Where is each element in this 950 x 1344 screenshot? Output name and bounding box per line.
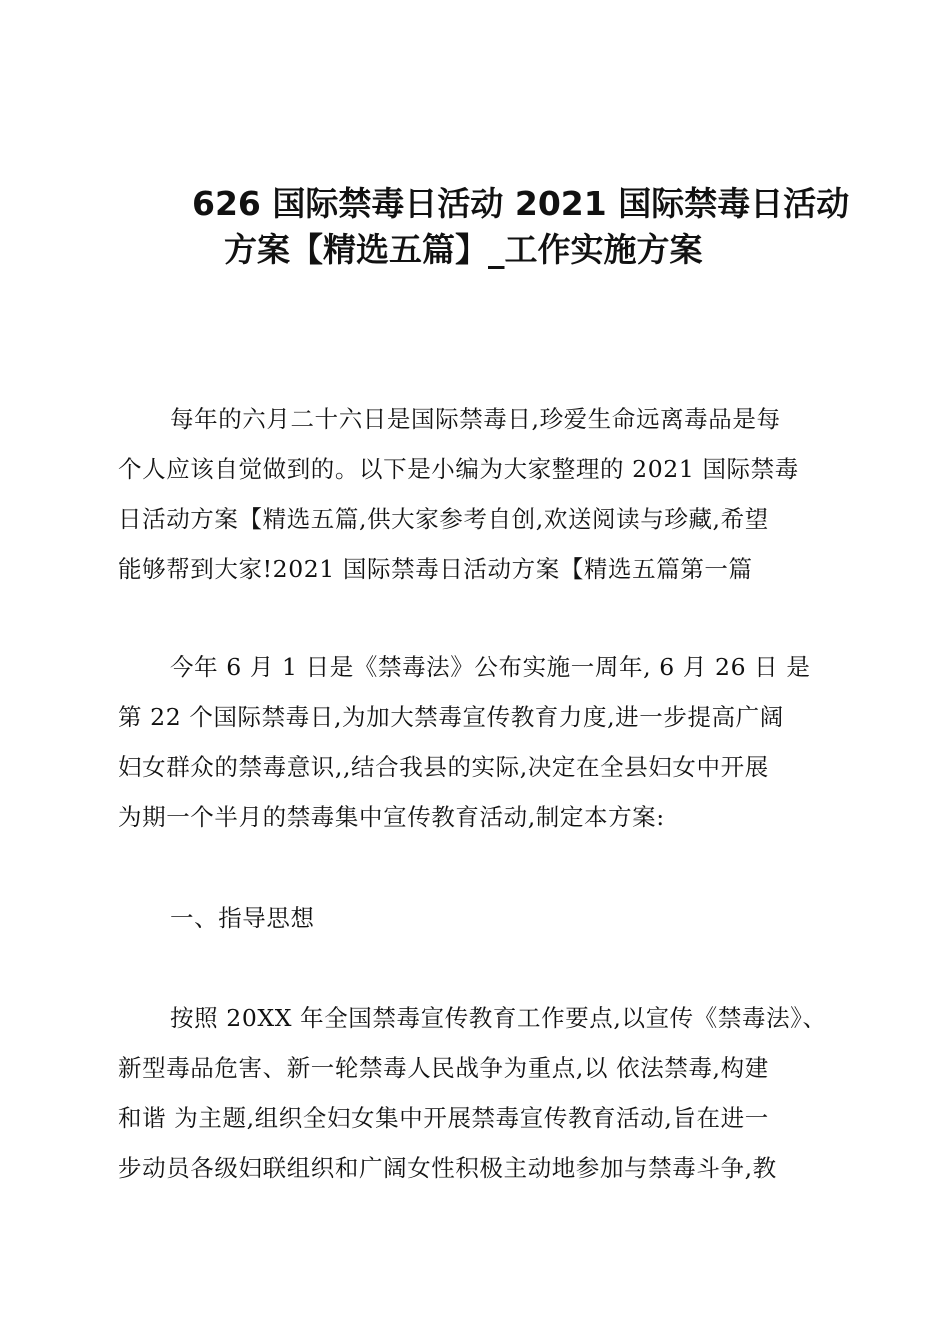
paragraph-2-line-1: 今年 6 月 1 日是《禁毒法》公布实施一周年, 6 月 26 日 是	[170, 653, 811, 681]
paragraph-4-line-1: 按照 20XX 年全国禁毒宣传教育工作要点,以宣传《禁毒法》、	[170, 1004, 827, 1032]
paragraph-2-line-4: 为期一个半月的禁毒集中宣传教育活动,制定本方案:	[118, 803, 665, 831]
paragraph-1-line-1: 每年的六月二十六日是国际禁毒日,珍爱生命远离毒品是每	[170, 405, 781, 433]
document-title-line-2: 方案【精选五篇】_工作实施方案	[224, 230, 703, 269]
paragraph-1-line-3: 日活动方案【精选五篇,供大家参考自创,欢送阅读与珍藏,希望	[118, 505, 769, 533]
paragraph-4-line-2: 新型毒品危害、新一轮禁毒人民战争为重点,以 依法禁毒,构建	[118, 1054, 769, 1082]
document-title-line-1: 626 国际禁毒日活动 2021 国际禁毒日活动	[192, 184, 850, 223]
paragraph-4-line-3: 和谐 为主题,组织全妇女集中开展禁毒宣传教育活动,旨在进一	[118, 1104, 769, 1132]
paragraph-2-line-2: 第 22 个国际禁毒日,为加大禁毒宣传教育力度,进一步提高广阔	[118, 703, 784, 731]
paragraph-4-line-4: 步动员各级妇联组织和广阔女性积极主动地参加与禁毒斗争,教	[118, 1154, 777, 1182]
paragraph-2-line-3: 妇女群众的禁毒意识,,结合我县的实际,决定在全县妇女中开展	[118, 753, 769, 781]
paragraph-1-line-4: 能够帮到大家!2021 国际禁毒日活动方案【精选五篇第一篇	[118, 555, 753, 583]
section-heading-guiding-ideology: 一、指导思想	[170, 904, 315, 932]
paragraph-1-line-2: 个人应该自觉做到的。以下是小编为大家整理的 2021 国际禁毒	[118, 455, 799, 483]
